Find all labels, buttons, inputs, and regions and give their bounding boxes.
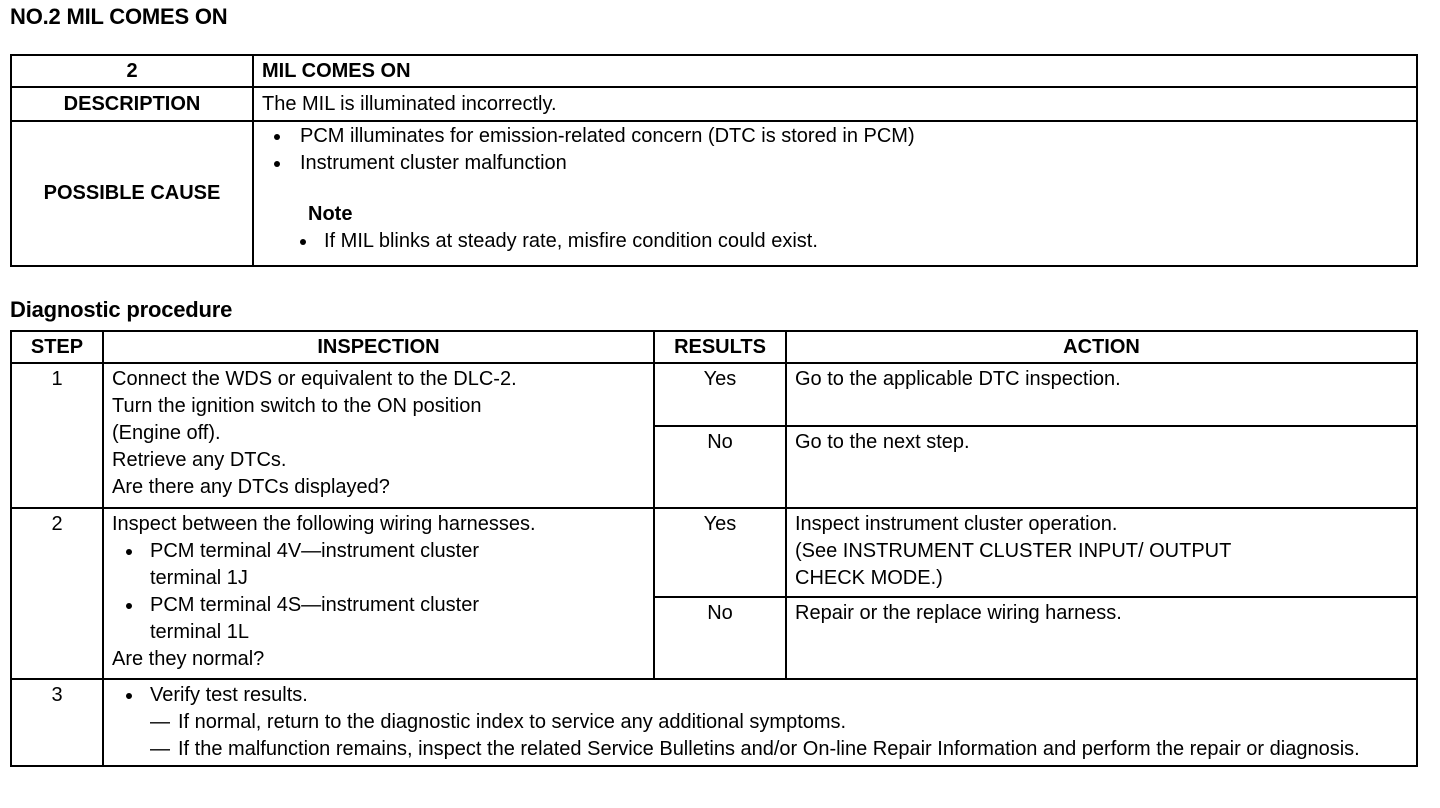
- verify-dash-item: — If the malfunction remains, inspect the related Service Bulletins and/or On-line Repair Information and perform the repair or diagnosis.: [112, 736, 1408, 763]
- verify-bullet-list: [112, 682, 1408, 709]
- result-no: No: [654, 426, 786, 508]
- cause-list: [262, 123, 1408, 177]
- table-row: [11, 363, 1417, 426]
- symptom-name: MIL COMES ON: [253, 55, 1417, 87]
- description-row: [11, 87, 1417, 121]
- diagnostic-procedure-table: [10, 330, 1418, 767]
- table-row: [11, 679, 1417, 766]
- step-number: 3: [11, 679, 103, 766]
- note-title: Note: [308, 203, 353, 225]
- result-no: No: [654, 597, 786, 679]
- inspection-line: Turn the ignition switch to the ON position: [112, 395, 482, 417]
- cause-item: PCM illuminates for emission-related concern (DTC is stored in PCM): [262, 123, 1408, 150]
- action-line: Inspect instrument cluster operation.: [795, 513, 1118, 535]
- result-yes: Yes: [654, 508, 786, 597]
- verify-dash-list: [112, 709, 1408, 763]
- verify-dash-item: — If normal, return to the diagnostic index to service any additional symptoms.: [112, 709, 1408, 736]
- column-header-results: RESULTS: [654, 331, 786, 363]
- verify-bullet: Verify test results.: [120, 682, 1408, 709]
- action-cell: Go to the next step.: [786, 426, 1417, 508]
- inspection-bullet: PCM terminal 4V—instrument cluster terminal 1J: [120, 538, 645, 592]
- step-number: 2: [11, 508, 103, 679]
- note-block: [262, 201, 1408, 255]
- description-value: The MIL is illuminated incorrectly.: [253, 87, 1417, 121]
- inspection-line: Are they normal?: [112, 648, 265, 670]
- result-yes: Yes: [654, 363, 786, 426]
- column-header-inspection: INSPECTION: [103, 331, 654, 363]
- possible-cause-label: POSSIBLE CAUSE: [11, 121, 253, 266]
- action-line: (See INSTRUMENT CLUSTER INPUT/ OUTPUT: [795, 540, 1232, 562]
- inspection-line: (Engine off).: [112, 422, 221, 444]
- action-cell: Go to the applicable DTC inspection.: [786, 363, 1417, 426]
- column-header-action: ACTION: [786, 331, 1417, 363]
- page-title: NO.2 MIL COMES ON: [10, 4, 228, 29]
- inspection-cell: [103, 508, 654, 679]
- inspection-line: Retrieve any DTCs.: [112, 449, 287, 471]
- action-line: CHECK MODE.): [795, 567, 943, 589]
- table-row: [11, 508, 1417, 597]
- column-header-step: STEP: [11, 331, 103, 363]
- note-list: [308, 228, 1408, 255]
- possible-cause-row: [11, 121, 1417, 266]
- verify-cell: [103, 679, 1417, 766]
- inspection-bullet: PCM terminal 4S—instrument cluster terminal 1L: [120, 592, 645, 646]
- inspection-line: Connect the WDS or equivalent to the DLC-2.: [112, 368, 517, 390]
- procedure-header-row: [11, 331, 1417, 363]
- symptom-number: 2: [11, 55, 253, 87]
- description-label: DESCRIPTION: [11, 87, 253, 121]
- symptom-header-row: [11, 55, 1417, 87]
- possible-cause-value: [253, 121, 1417, 266]
- action-cell: Repair or the replace wiring harness.: [786, 597, 1417, 679]
- inspection-line: Inspect between the following wiring harnesses.: [112, 513, 536, 535]
- cause-item: Instrument cluster malfunction: [262, 150, 1408, 177]
- step-number: 1: [11, 363, 103, 508]
- inspection-line: Are there any DTCs displayed?: [112, 476, 390, 498]
- note-item: If MIL blinks at steady rate, misfire condition could exist.: [300, 228, 1408, 255]
- symptom-info-table: [10, 54, 1418, 267]
- section-title: Diagnostic procedure: [10, 297, 233, 322]
- inspection-bullet-list: [112, 538, 645, 646]
- action-cell: [786, 508, 1417, 597]
- inspection-cell: [103, 363, 654, 508]
